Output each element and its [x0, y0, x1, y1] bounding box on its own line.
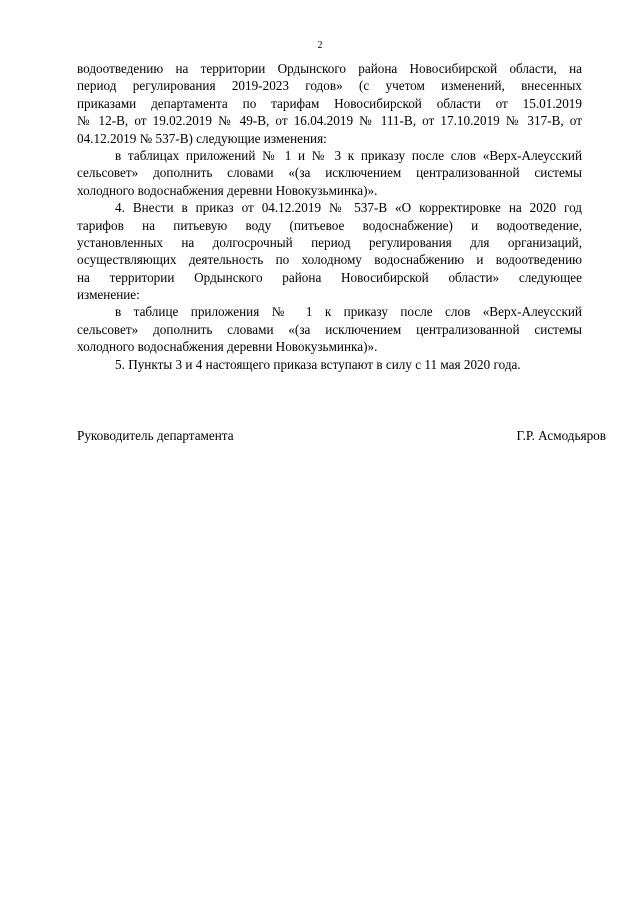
page-number: 2: [317, 40, 323, 51]
body-line: период регулирования 2019-2023 годов» (с учетом изменений, внесенных: [77, 78, 582, 94]
body-line: 4. Внести в приказ от 04.12.2019 № 537-В «О корректировке на 2020 год: [115, 200, 582, 216]
body-line: приказами департамента по тарифам Новосибирской области от 15.01.2019: [77, 95, 582, 111]
body-line: сельсовет» дополнить словами «(за исключением централизованной системы: [77, 321, 582, 337]
body-line: изменение:: [77, 287, 140, 303]
body-line: тарифов на питьевую воду (питьевое водоснабжение) и водоотведение,: [77, 217, 582, 233]
body-line: 5. Пункты 3 и 4 настоящего приказа вступают в силу с 11 мая 2020 года.: [115, 356, 521, 372]
body-line: в таблицах приложений № 1 и № 3 к приказу после слов «Верх-Алеусский: [115, 147, 582, 163]
body-line: 04.12.2019 № 537-В) следующие изменения:: [77, 130, 327, 146]
body-line: осуществляющих деятельность по холодному водоснабжению и водоотведению: [77, 252, 582, 268]
signatory-name: Г.Р. Асмодьяров: [516, 428, 606, 443]
body-line: на территории Ордынского района Новосибирской области» следующее: [77, 269, 582, 285]
body-line: в таблице приложения № 1 к приказу после слов «Верх-Алеусский: [115, 304, 582, 320]
body-line: установленных на долгосрочный период регулирования для организаций,: [77, 234, 582, 250]
signature-block: [77, 427, 606, 444]
body-line: холодного водоснабжения деревни Новокузьминка)».: [77, 182, 378, 198]
body-line: холодного водоснабжения деревни Новокузьминка)».: [77, 339, 378, 355]
body-line: водоотведению на территории Ордынского района Новосибирской области, на: [77, 61, 582, 76]
body-line: № 12-В, от 19.02.2019 № 49-В, от 16.04.2019 № 111-В, от 17.10.2019 № 317-В, от: [77, 113, 582, 129]
body-line: сельсовет» дополнить словами «(за исключением централизованной системы: [77, 165, 582, 181]
document-body: [77, 60, 582, 373]
signatory-position: Руководитель департамента: [77, 428, 234, 443]
